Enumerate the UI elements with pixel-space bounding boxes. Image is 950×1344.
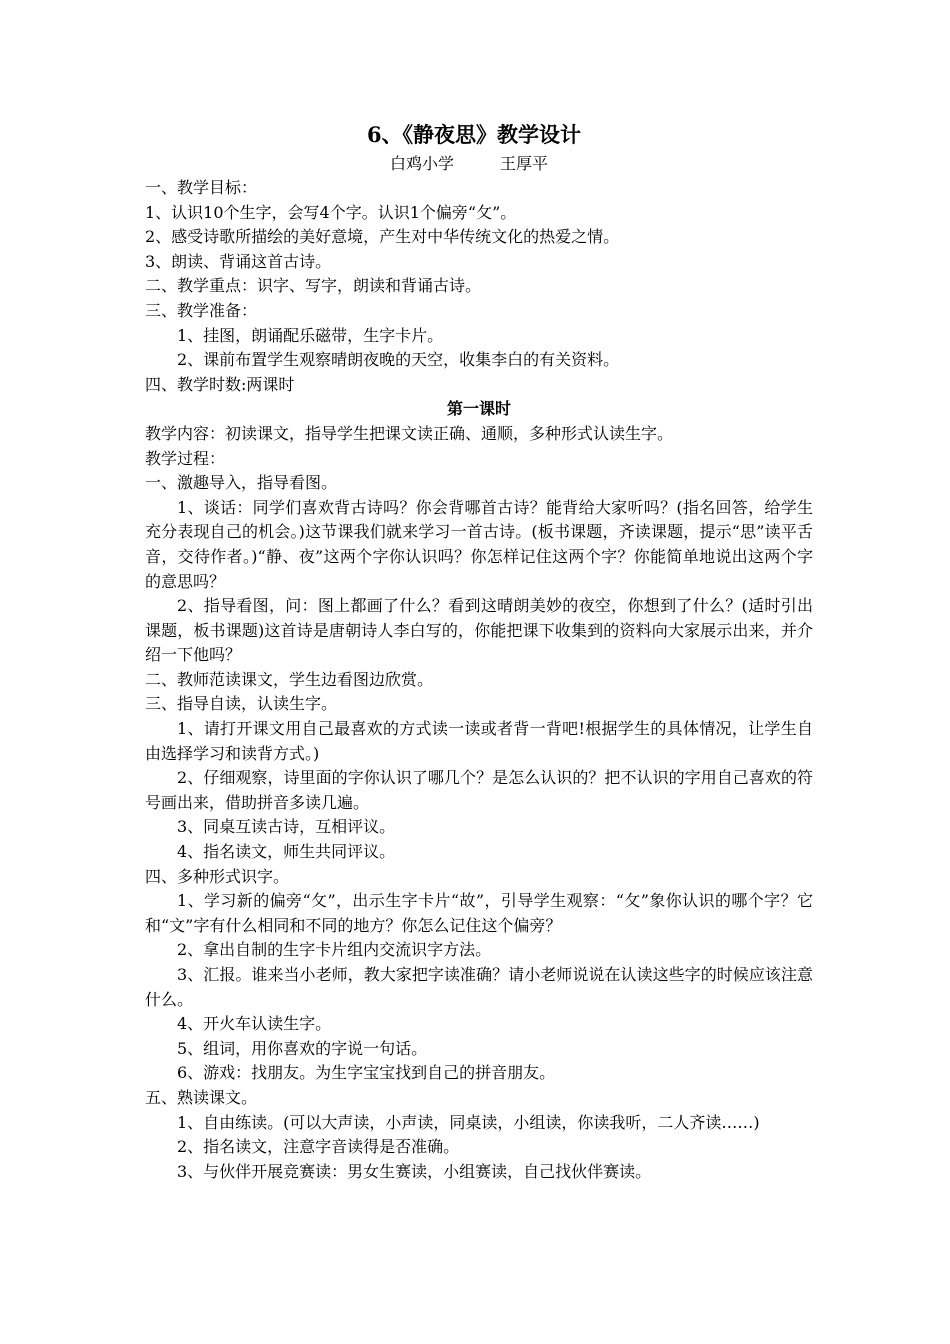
text-line: 三、教学准备：	[145, 300, 258, 320]
author-line	[125, 152, 813, 176]
author-name: 王厚平	[500, 154, 549, 173]
text-line: 五、熟读课文。	[145, 1087, 258, 1107]
text-line: 2、感受诗歌所描绘的美好意境，产生对中华传统文化的热爱之情。	[145, 227, 620, 247]
author-school: 白鸡小学	[389, 154, 454, 173]
paragraph: 2、指名读文，注意字音读得是否准确。	[177, 1137, 460, 1157]
paragraph: 1、自由练读。(可以大声读，小声读，同桌读，小组读，你读我听，二人齐读……)	[177, 1112, 760, 1132]
paragraph: 2、仔细观察，诗里面的字你认识了哪几个？是怎么认识的？把不认识的字用自己喜欢的符号画出来，借助拼音多读几遍。	[145, 768, 813, 812]
text-line: 一、激趣导入，指导看图。	[145, 473, 338, 493]
paragraph: 5、组词，用你喜欢的字说一句话。	[177, 1038, 428, 1058]
paragraph: 1、挂图，朗诵配乐磁带，生字卡片。	[177, 325, 444, 345]
text-line: 教学过程：	[145, 448, 226, 468]
text-line: 教学内容：初读课文，指导学生把课文读正确、通顺，多种形式认读生字。	[145, 423, 674, 443]
paragraph: 6、游戏：找朋友。为生字宝宝找到自己的拼音朋友。	[177, 1063, 556, 1083]
text-line: 三、指导自读，认读生字。	[145, 694, 338, 714]
text-line: 一、教学目标：	[145, 178, 258, 197]
paragraph: 3、汇报。谁来当小老师，教大家把字读准确？请小老师说说在认读这些字的时候应该注意什么。	[145, 965, 813, 1009]
section-heading: 第一课时	[446, 399, 511, 419]
paragraph: 4、指名读文，师生共同评议。	[177, 842, 396, 862]
paragraph: 2、拿出自制的生字卡片组内交流识字方法。	[177, 940, 492, 960]
document-title: 6、《静夜思》教学设计	[366, 122, 582, 147]
text-line: 四、多种形式识字。	[145, 866, 290, 886]
document-page	[145, 118, 813, 1184]
text-line: 3、朗读、背诵这首古诗。	[145, 251, 332, 271]
document-body	[145, 176, 813, 1184]
paragraph: 3、同桌互读古诗，互相评议。	[177, 817, 396, 837]
paragraph: 4、开火车认读生字。	[177, 1014, 332, 1034]
paragraph: 2、课前布置学生观察晴朗夜晚的天空，收集李白的有关资料。	[177, 350, 620, 370]
text-line: 1、认识10个生字，会写4个字。认识1个偏旁“攵”。	[145, 202, 517, 222]
text-line: 二、教学重点：识字、写字，朗读和背诵古诗。	[145, 276, 482, 296]
paragraph: 1、学习新的偏旁“攵”，出示生字卡片“故”，引导学生观察：“攵”象你认识的哪个字？它和“文”字有什么相同和不同的地方？你怎么记住这个偏旁？	[145, 891, 813, 935]
paragraph: 1、谈话：同学们喜欢背古诗吗？你会背哪首古诗？能背给大家听吗？(指名回答，给学生充分表现自己的机会。)这节课我们就来学习一首古诗。(板书课题，齐读课题，提示“思”读平舌音，交待作者。)“静、夜”这两个字你认识吗？你怎样记住这两个字？你能简单地说出这两个字的意思吗？	[145, 497, 813, 591]
text-line: 四、教学时数:两课时	[145, 374, 295, 394]
text-line: 二、教师范读课文，学生边看图边欣赏。	[145, 669, 434, 689]
paragraph: 3、与伙伴开展竞赛读：男女生赛读，小组赛读，自己找伙伴赛读。	[177, 1161, 652, 1181]
paragraph: 2、指导看图，问：图上都画了什么？看到这晴朗美妙的夜空，你想到了什么？(适时引出课题，板书课题)这首诗是唐朝诗人李白写的，你能把课下收集到的资料向大家展示出来，并介绍一下他吗？	[145, 596, 813, 665]
paragraph: 1、请打开课文用自己最喜欢的方式读一读或者背一背吧!根据学生的具体情况，让学生自由选择学习和读背方式。)	[145, 719, 813, 763]
